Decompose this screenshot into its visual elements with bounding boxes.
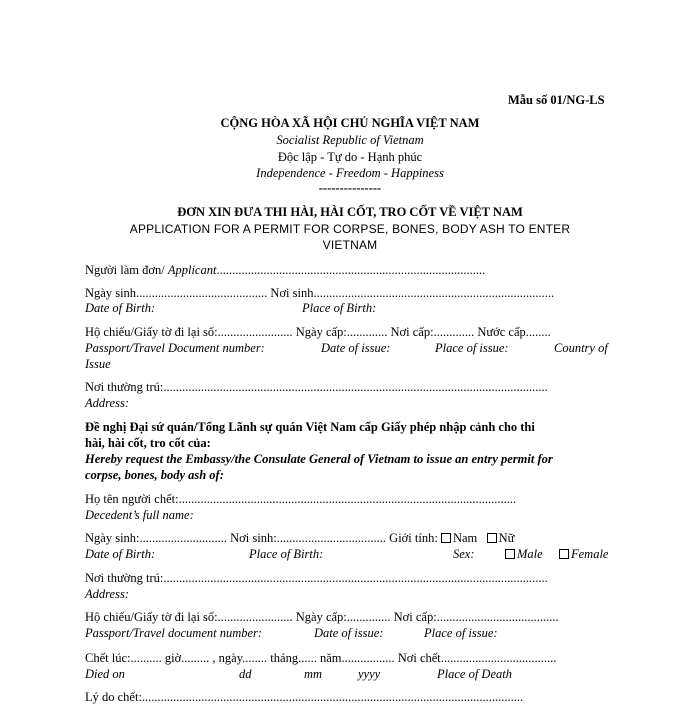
request-text-vi-line1: Đề nghị Đại sứ quán/Tổng Lãnh sự quán Việt Nam cấp Giấy phép nhập cảnh cho thi — [85, 420, 535, 434]
decedent-pob-label-en: Place of Birth: — [249, 547, 324, 561]
female-option-en — [559, 546, 608, 562]
applicant-country-issue-label-en: Country of — [554, 341, 608, 355]
applicant-issue-place-label-en: Place of issue: — [435, 341, 509, 355]
request-text-en-line1: Hereby request the Embassy/the Consulate General of Vietnam to issue an entry permit for — [85, 452, 553, 466]
country-name-vi: CỘNG HÒA XÃ HỘI CHỦ NGHĨA VIỆT NAM — [220, 116, 480, 130]
header-divider: --------------- — [318, 181, 382, 195]
applicant-issue-date-label-en: Date of issue: — [321, 341, 391, 355]
male-label-vi: Nam — [452, 531, 478, 545]
female-checkbox[interactable] — [487, 533, 497, 543]
applicant-address-field[interactable]: Nơi thường trú:........................................................................................................................... — [85, 380, 548, 394]
female-label-vi: Nữ — [498, 531, 515, 545]
year-label-en: yyyy — [358, 667, 381, 681]
sex-label-en: Sex: — [453, 547, 475, 561]
death-reason-field[interactable]: Lý do chết:.......................................................................................................................... — [85, 690, 524, 704]
decedent-issue-place-label-en: Place of issue: — [424, 626, 498, 640]
request-text-en-line2: corpse, bones, body ash of: — [85, 468, 224, 482]
death-time-field[interactable]: Chết lúc:.......... giờ......... , ngày........ tháng...... năm................. Nơi chết..................................... — [85, 651, 557, 665]
female-checkbox-en[interactable] — [559, 549, 569, 559]
applicant-pob-label-en: Place of Birth: — [302, 301, 377, 315]
died-on-label-en: Died on — [85, 667, 125, 681]
decedent-name-field[interactable]: Họ tên người chết:............................................................................................................ — [85, 492, 517, 506]
applicant-label-vi: Người làm đơn/ — [85, 263, 168, 277]
applicant-issue-label-en: Issue — [85, 357, 111, 371]
applicant-name-dots: ...................................................................................... — [216, 263, 486, 277]
male-checkbox[interactable] — [441, 533, 451, 543]
form-title-en-line2: VIETNAM — [322, 238, 378, 252]
decedent-address-label-en: Address: — [85, 587, 129, 601]
male-label-en: Male — [517, 547, 543, 561]
motto-en: Independence - Freedom - Happiness — [256, 166, 444, 180]
male-checkbox-en[interactable] — [505, 549, 515, 559]
decedent-birth-line: Ngày sinh:............................ Nơi sinh:................................... Giới tính: — [85, 531, 438, 545]
applicant-name-field[interactable] — [85, 262, 485, 278]
motto-vi: Độc lập - Tự do - Hạnh phúc — [277, 150, 423, 164]
male-option-en — [505, 546, 543, 562]
form-title-vi: ĐƠN XIN ĐƯA THI HÀI, HÀI CỐT, TRO CỐT VỀ VIỆT NAM — [177, 205, 523, 219]
applicant-label-en: Applicant — [167, 263, 217, 277]
form-code: Mẫu số 01/NG-LS — [508, 93, 605, 107]
decedent-birth-field[interactable] — [85, 530, 514, 546]
applicant-passport-field[interactable]: Hộ chiếu/Giấy tờ đi lại số:........................ Ngày cấp:............. Nơi cấp:............. Nước cấp........ — [85, 325, 551, 339]
applicant-passport-label-en: Passport/Travel Document number: — [85, 341, 265, 355]
day-label-en: dd — [239, 667, 252, 681]
form-title-en-line1: APPLICATION FOR A PERMIT FOR CORPSE, BONES, BODY ASH TO ENTER — [129, 222, 571, 236]
place-of-death-label-en: Place of Death — [437, 667, 512, 681]
decedent-name-label-en: Decedent’s full name: — [85, 508, 194, 522]
decedent-dob-label-en: Date of Birth: — [85, 547, 156, 561]
decedent-address-field[interactable]: Nơi thường trú:........................................................................................................................... — [85, 571, 548, 585]
country-name-en: Socialist Republic of Vietnam — [276, 133, 424, 147]
decedent-passport-label-en: Passport/Travel document number: — [85, 626, 263, 640]
decedent-passport-field[interactable]: Hộ chiếu/Giấy tờ đi lại số:........................ Ngày cấp:.............. Nơi cấp:....................................... — [85, 610, 559, 624]
request-text-vi-line2: hài, hài cốt, tro cốt của: — [85, 436, 211, 450]
applicant-birth-field[interactable]: Ngày sinh.......................................... Nơi sinh............................................................................. — [85, 286, 555, 300]
month-label-en: mm — [304, 667, 323, 681]
applicant-address-label-en: Address: — [85, 396, 129, 410]
decedent-issue-date-label-en: Date of issue: — [314, 626, 384, 640]
female-label-en: Female — [571, 547, 609, 561]
applicant-dob-label-en: Date of Birth: — [85, 301, 156, 315]
